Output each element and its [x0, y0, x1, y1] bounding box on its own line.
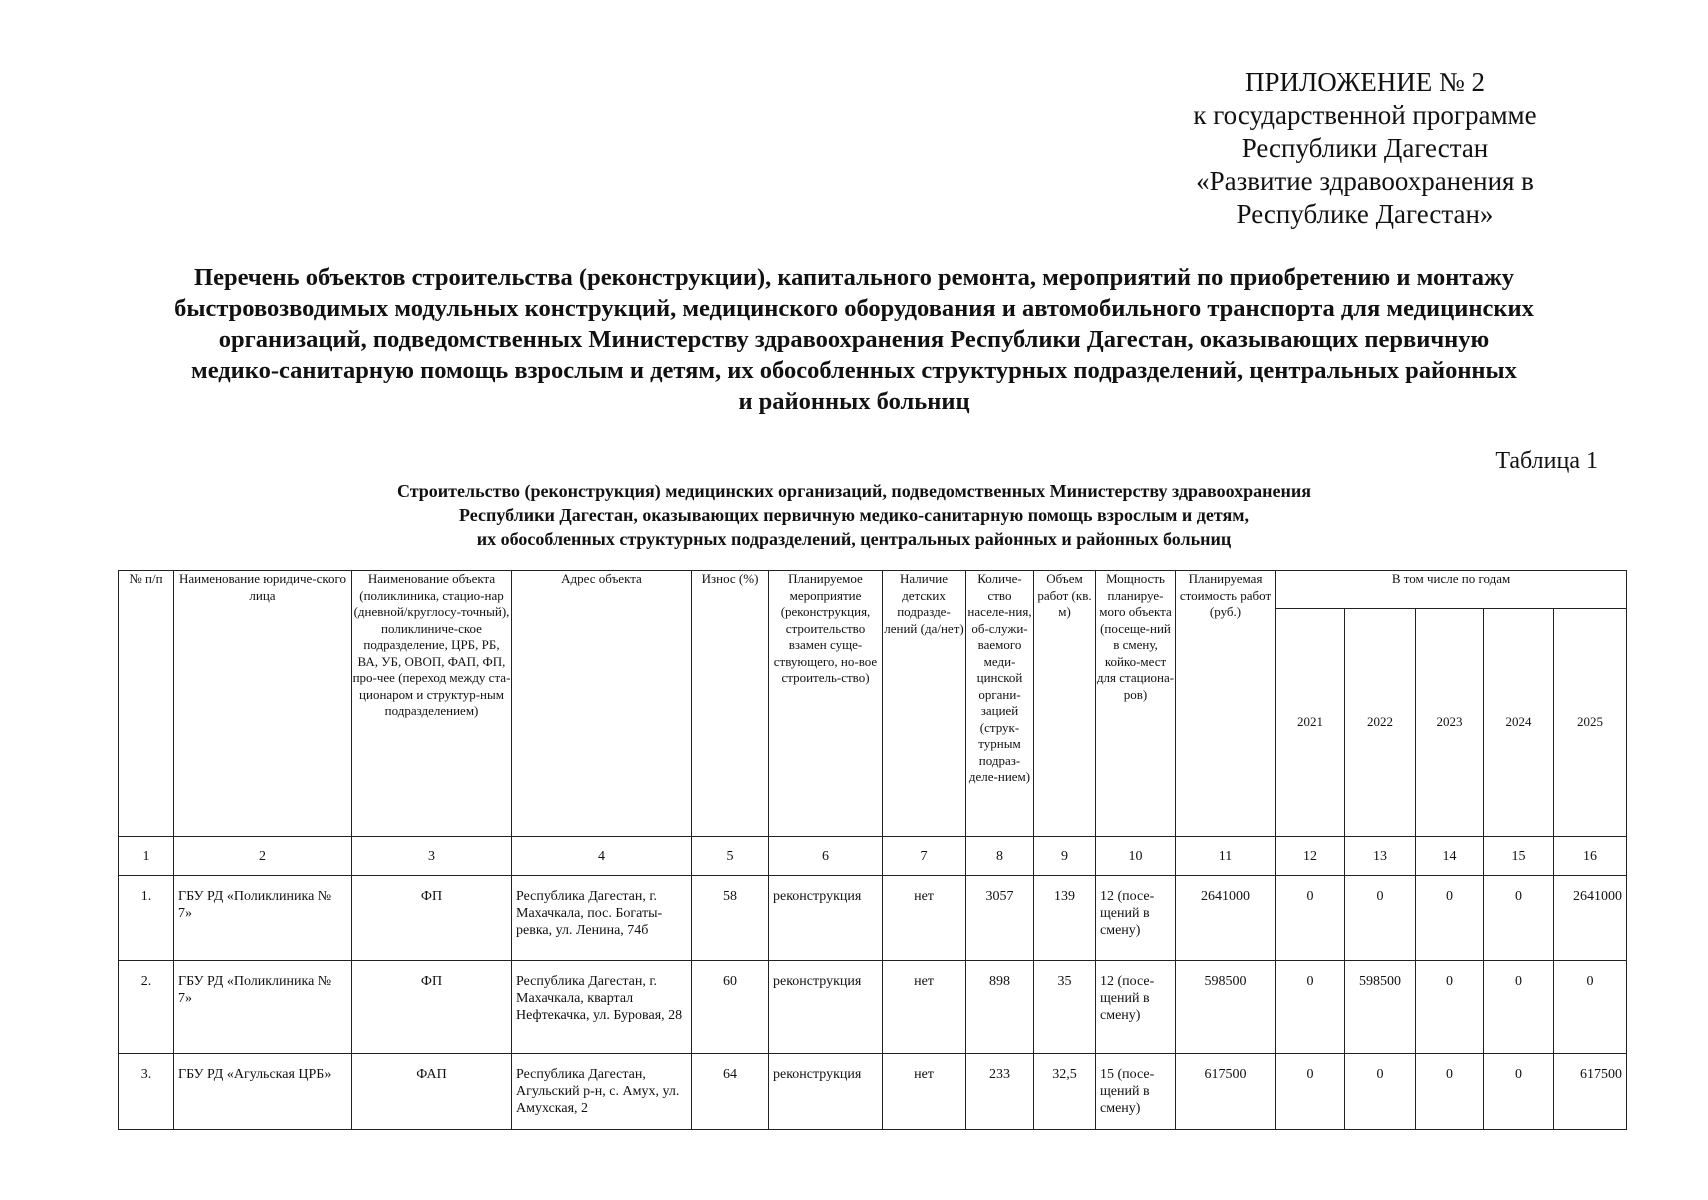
- header-object-name: Наименование объекта (поликлиника, стацио-нар (дневной/круглосу-точный), поликлиниче-ское подразделение, ЦРБ, РБ, ВА, УБ, ОВОП, ФАП, ФП, про-чее (переход между ста-ционаром и структур-ным подразделением): [352, 571, 512, 837]
- header-planned-cost: Планируемая стоимость работ (руб.): [1176, 571, 1276, 837]
- title-line: и районных больниц: [738, 388, 970, 415]
- header-year-2021: 2021: [1276, 609, 1345, 837]
- cell-year-2022: 598500: [1345, 961, 1416, 1054]
- cell-num: 1.: [119, 876, 174, 961]
- column-number: 16: [1554, 837, 1627, 876]
- column-number: 9: [1034, 837, 1096, 876]
- appendix-line: к государственной программе: [1193, 100, 1537, 130]
- cell-work-volume: 32,5: [1034, 1054, 1096, 1130]
- caption-line: Строительство (реконструкция) медицинских организаций, подведомственных Министерству здравоохранения: [396, 481, 1312, 501]
- cell-population: 3057: [966, 876, 1034, 961]
- cell-year-2022: 0: [1345, 876, 1416, 961]
- cell-address: Республика Дагестан, Агульский р-н, с. Амух, ул. Амухская, 2: [512, 1054, 692, 1130]
- cell-planned-cost: 598500: [1176, 961, 1276, 1054]
- cell-capacity: 12 (посе-щений в смену): [1096, 876, 1176, 961]
- cell-capacity: 15 (посе-щений в смену): [1096, 1054, 1176, 1130]
- header-year-2022: 2022: [1345, 609, 1416, 837]
- column-number: 12: [1276, 837, 1345, 876]
- column-number: 8: [966, 837, 1034, 876]
- cell-year-2023: 0: [1416, 876, 1484, 961]
- column-number: 2: [174, 837, 352, 876]
- appendix-line: «Развитие здравоохранения в: [1196, 166, 1534, 196]
- cell-year-2024: 0: [1484, 961, 1554, 1054]
- table-caption: [200, 479, 1508, 551]
- cell-legal-entity: ГБУ РД «Агульская ЦРБ»: [174, 1054, 352, 1130]
- cell-object-name: ФП: [352, 961, 512, 1054]
- column-number: 3: [352, 837, 512, 876]
- cell-year-2025: 617500: [1554, 1054, 1627, 1130]
- cell-planned-action: реконструкция: [769, 961, 883, 1054]
- column-number: 10: [1096, 837, 1176, 876]
- table-row: [119, 1054, 1627, 1130]
- cell-year-2021: 0: [1276, 961, 1345, 1054]
- column-number: 1: [119, 837, 174, 876]
- cell-capacity: 12 (посе-щений в смену): [1096, 961, 1176, 1054]
- header-year-2025: 2025: [1554, 609, 1627, 837]
- cell-object-name: ФАП: [352, 1054, 512, 1130]
- cell-year-2024: 0: [1484, 876, 1554, 961]
- cell-num: 3.: [119, 1054, 174, 1130]
- caption-line: Республики Дагестан, оказывающих первичную медико-санитарную помощь взрослым и детям,: [459, 505, 1249, 525]
- title-line: организаций, подведомственных Министерству здравоохранения Республики Дагестан, оказывающих первичную: [218, 326, 1490, 353]
- cell-population: 233: [966, 1054, 1034, 1130]
- cell-planned-action: реконструкция: [769, 1054, 883, 1130]
- column-number: 7: [883, 837, 966, 876]
- cell-wear: 58: [692, 876, 769, 961]
- header-address: Адрес объекта: [512, 571, 692, 837]
- cell-address: Республика Дагестан, г. Махачкала, квартал Нефтекачка, ул. Буровая, 28: [512, 961, 692, 1054]
- cell-planned-cost: 617500: [1176, 1054, 1276, 1130]
- objects-table: [118, 570, 1627, 1130]
- cell-num: 2.: [119, 961, 174, 1054]
- column-number: 5: [692, 837, 769, 876]
- column-number: 14: [1416, 837, 1484, 876]
- cell-year-2021: 0: [1276, 876, 1345, 961]
- header-wear: Износ (%): [692, 571, 769, 837]
- header-planned-action: Планируемое мероприятие (реконструкция, строительство взамен суще-ствующего, но-вое строитель-ство): [769, 571, 883, 837]
- header-legal-entity: Наименование юридиче-ского лица: [174, 571, 352, 837]
- cell-year-2023: 0: [1416, 961, 1484, 1054]
- cell-work-volume: 139: [1034, 876, 1096, 961]
- cell-wear: 60: [692, 961, 769, 1054]
- cell-children-units: нет: [883, 1054, 966, 1130]
- appendix-header: [1150, 66, 1580, 231]
- column-numbers-row: [119, 837, 1627, 876]
- column-number: 15: [1484, 837, 1554, 876]
- appendix-line: ПРИЛОЖЕНИЕ № 2: [1244, 67, 1486, 97]
- title-line: Перечень объектов строительства (реконструкции), капитального ремонта, мероприятий по приобретению и монтажу: [194, 264, 1514, 291]
- title-line: быстровозводимых модульных конструкций, медицинского оборудования и автомобильного транспорта для медицинских: [174, 295, 1534, 322]
- cell-year-2022: 0: [1345, 1054, 1416, 1130]
- header-population: Количе-ство населе-ния, об-служи-ваемого меди-цинской органи-зацией (струк-турным подраз-деле-нием): [966, 571, 1034, 837]
- appendix-line: Республики Дагестан: [1241, 133, 1489, 163]
- cell-planned-cost: 2641000: [1176, 876, 1276, 961]
- header-capacity: Мощность планируе-мого объекта (посеще-ний в смену, койко-мест для стациона-ров): [1096, 571, 1176, 837]
- cell-work-volume: 35: [1034, 961, 1096, 1054]
- cell-wear: 64: [692, 1054, 769, 1130]
- title-line: медико-санитарную помощь взрослым и детям, их обособленных структурных подразделений, центральных районных: [191, 357, 1517, 384]
- header-num: № п/п: [119, 571, 174, 837]
- cell-year-2024: 0: [1484, 1054, 1554, 1130]
- column-number: 4: [512, 837, 692, 876]
- header-work-volume: Объем работ (кв. м): [1034, 571, 1096, 837]
- cell-population: 898: [966, 961, 1034, 1054]
- header-children-units: Наличие детских подразде-лений (да/нет): [883, 571, 966, 837]
- table-label: Таблица 1: [1495, 448, 1598, 474]
- caption-line: их обособленных структурных подразделений, центральных районных и районных больниц: [476, 529, 1232, 549]
- cell-children-units: нет: [883, 876, 966, 961]
- cell-planned-action: реконструкция: [769, 876, 883, 961]
- cell-children-units: нет: [883, 961, 966, 1054]
- cell-address: Республика Дагестан, г. Махачкала, пос. Богаты-ревка, ул. Ленина, 74б: [512, 876, 692, 961]
- appendix-line: Республике Дагестан»: [1236, 199, 1494, 229]
- column-number: 13: [1345, 837, 1416, 876]
- cell-year-2025: 2641000: [1554, 876, 1627, 961]
- header-year-2023: 2023: [1416, 609, 1484, 837]
- table-row: [119, 876, 1627, 961]
- header-by-years: В том числе по годам: [1276, 571, 1627, 609]
- cell-year-2023: 0: [1416, 1054, 1484, 1130]
- cell-object-name: ФП: [352, 876, 512, 961]
- cell-legal-entity: ГБУ РД «Поликлиника № 7»: [174, 961, 352, 1054]
- column-number: 11: [1176, 837, 1276, 876]
- header-year-2024: 2024: [1484, 609, 1554, 837]
- cell-year-2021: 0: [1276, 1054, 1345, 1130]
- cell-year-2025: 0: [1554, 961, 1627, 1054]
- table-row: [119, 961, 1627, 1054]
- column-number: 6: [769, 837, 883, 876]
- cell-legal-entity: ГБУ РД «Поликлиника № 7»: [174, 876, 352, 961]
- document-title: [100, 262, 1608, 417]
